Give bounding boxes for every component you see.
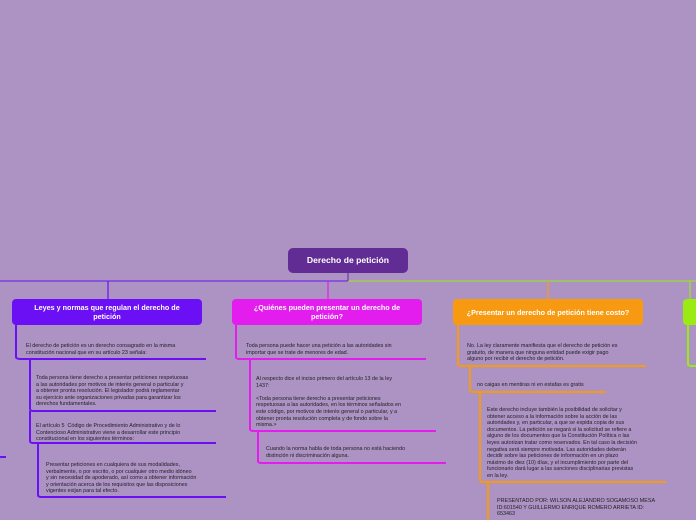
branch-node-laws[interactable] [12, 299, 202, 325]
cost-text-presented-by: PRESENTADO POR: WILSON ALEJANDRO SOGAMOSO MESA ID:601540 Y GUILLERMO ENRIQUE ROMERO ARRIETA ID: 653463 [497, 498, 656, 518]
laws-text-petitions: Presentar peticiones en cualquiera de sus modalidades, verbalmente, o por escrito, o por cualquier otro medio idóneo y sin necesidad de apoderado, así como a obtener información y orientación acerca de los requisitos que las disposiciones vigentes exijan para tal efecto. [46, 462, 197, 495]
branch-node-label: Leyes y normas que regulan el derecho de petición [34, 303, 180, 321]
root-node-label: Derecho de petición [306, 255, 390, 265]
cost-text-information-access: Este derecho incluye también la posibilidad de solicitar y obtener acceso a la información sobre la acción de las autoridades y, en particular, a que se expida copia de sus documentos. La petición se negará si la solicitud se refiere a alguno de los documentos que la Constitución Política o las leyes autorizan tratar como reservados. En tal caso la decisión negativa será siempre motivada. Las autoridades deberán decidir sobre las peticiones de información en un plazo máximo de diez (10) días, y el incumplimiento por parte del funcionario dará lugar a las sanciones disciplinarias previstas en la ley. [487, 407, 637, 479]
who-text-article-13: Al respecto dice el inciso primero del artículo 13 de la ley 1437: <Toda persona tiene derecho a presentar peticiones respetuosas a las autoridades, en los términos señalados en este código, por motivos de interés general o particular, y a obtener pronta resolución completa y de fondo sobre la misma.> [256, 376, 402, 429]
branch-node-label: ¿Presentar un derecho de petición tiene costo? [466, 307, 630, 317]
laws-text-article-5: El artículo 5 Código de Procedimiento Administrativo y de lo Contencioso Administrativo viene a desarrollar este principio constitucional en los siguientes términos: [36, 423, 181, 443]
branch-node-who[interactable] [232, 299, 422, 325]
root-node[interactable] [288, 248, 408, 273]
cost-text-no-scams: no caigas en mentiras ni en estafas es gratis [477, 382, 584, 388]
who-text-no-distinction: Cuando la norma habla de toda persona no está haciendo distinción ni discriminación alguna. [266, 446, 406, 459]
laws-text-constitution: El derecho de petición es un derecho consagrado en la misma constitución nacional que en su artículo 23 señala: [26, 343, 176, 356]
cost-text-free: No. La ley claramente manifiesta que el derecho de petición es gratuito, de manera que ninguna entidad puede exigir pago alguno por recibir el derecho de petición. [467, 343, 618, 363]
who-text-anyone: Toda persona puede hacer una petición a las autoridades sin importar que se trate de menores de edad. [246, 343, 392, 356]
branch-node-label: ¿Quiénes pueden presentar un derecho de petición? [253, 303, 401, 321]
laws-text-article-23: Toda persona tiene derecho a presentar peticiones respetuosas a las autoridades por motivos de interés general o particular y a obtener pronta resolución. El legislador podrá reglamentar su ejercicio ante organizaciones privadas para garantizar los derechos fundamentales. [36, 375, 189, 408]
branch-node-cost[interactable] [453, 299, 643, 325]
branch-node-partial[interactable] [683, 299, 696, 325]
